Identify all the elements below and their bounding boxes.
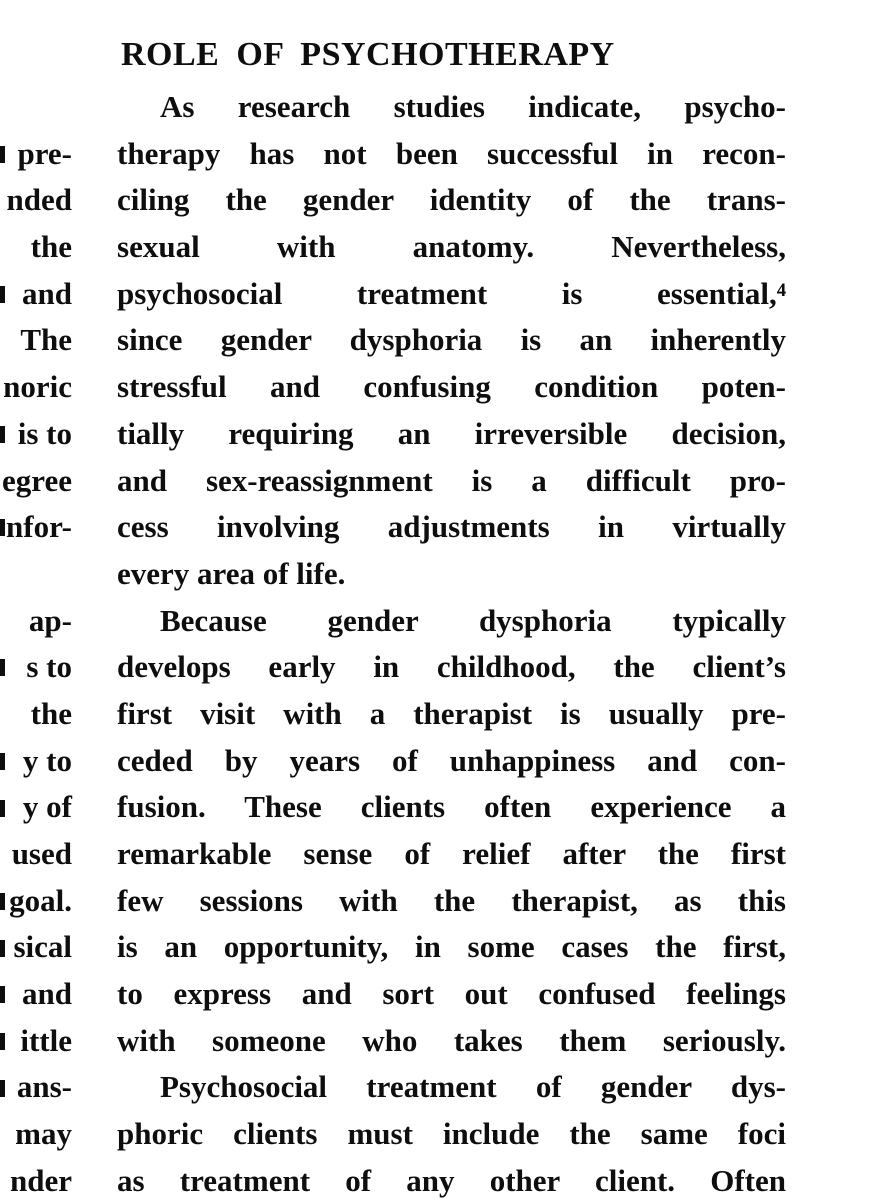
clipped-letter-artifact <box>0 286 5 303</box>
text-line: fusion. These clients often experience a <box>117 789 786 825</box>
clipped-text-fragment: ans- <box>16 1069 72 1105</box>
text-line: remarkable sense of relief after the first <box>117 836 786 871</box>
clipped-text-fragment: noric <box>3 369 72 405</box>
text-line: As research studies indicate, psycho- <box>160 89 786 124</box>
clipped-letter-artifact <box>0 986 5 1003</box>
text-line: as treatment of any other client. Often <box>117 1162 786 1198</box>
clipped-letter-artifact <box>0 753 5 770</box>
text-line: to express and sort out confused feelings <box>117 976 786 1012</box>
clipped-letter-artifact <box>0 800 5 817</box>
text-line: sexual with anatomy. Nevertheless, <box>117 229 786 265</box>
clipped-letter-artifact <box>0 519 5 536</box>
left-column-clipped-text <box>0 84 72 1200</box>
text-line: with someone who takes them seriously. <box>117 1022 786 1058</box>
clipped-text-fragment: nder <box>10 1162 72 1198</box>
text-line: Psychosocial treatment of gender dys- <box>160 1069 786 1105</box>
clipped-letter-artifact <box>0 893 5 910</box>
main-text-column <box>117 84 786 1200</box>
clipped-text-fragment: The <box>20 322 72 358</box>
clipped-text-fragment: sical <box>13 929 72 965</box>
clipped-text-fragment: pre- <box>17 135 72 171</box>
clipped-text-fragment: y of <box>22 789 72 825</box>
clipped-text-fragment <box>0 551 72 598</box>
clipped-letter-artifact <box>0 940 5 957</box>
text-line: first visit with a therapist is usually pre- <box>117 695 786 731</box>
clipped-text-fragment: s to <box>26 649 72 685</box>
text-line: every area of life. <box>117 555 346 591</box>
clipped-letter-artifact <box>0 659 5 676</box>
text-line: since gender dysphoria is an inherently <box>117 322 786 358</box>
clipped-text-fragment: nded <box>6 182 72 218</box>
clipped-text-fragment: nfor- <box>6 509 72 545</box>
clipped-text-fragment: may <box>15 1116 72 1152</box>
clipped-text-fragment: ap- <box>28 602 72 638</box>
text-line: phoric clients must include the same foci <box>117 1116 786 1152</box>
section-heading: ROLE OF PSYCHOTHERAPY <box>121 36 615 73</box>
clipped-letter-artifact <box>0 426 5 443</box>
clipped-text-fragment: and <box>22 976 72 1012</box>
clipped-letter-artifact <box>0 1033 5 1050</box>
text-line: psychosocial treatment is essential,⁴ <box>117 275 786 311</box>
text-line: ceded by years of unhappiness and con- <box>117 742 786 778</box>
text-line: few sessions with the therapist, as this <box>117 882 786 918</box>
clipped-text-fragment <box>0 84 72 131</box>
clipped-text-fragment: the <box>30 695 72 731</box>
clipped-text-fragment: and <box>22 275 72 311</box>
text-line: is an opportunity, in some cases the first, <box>117 929 786 965</box>
clipped-text-fragment: y to <box>22 742 72 778</box>
clipped-text-fragment: ittle <box>20 1022 72 1058</box>
text-line: cess involving adjustments in virtually <box>117 509 786 545</box>
text-line: therapy has not been successful in recon- <box>117 135 786 171</box>
text-line: tially requiring an irreversible decision, <box>117 415 786 451</box>
clipped-text-fragment: is to <box>17 415 72 451</box>
text-line: Because gender dysphoria typically <box>160 602 786 638</box>
text-line: and sex-reassignment is a difficult pro- <box>117 462 786 498</box>
text-line: stressful and confusing condition poten- <box>117 369 786 405</box>
clipped-letter-artifact <box>0 146 5 163</box>
clipped-text-fragment: egree <box>2 462 72 498</box>
clipped-text-fragment: goal. <box>9 882 72 918</box>
text-line: ciling the gender identity of the trans- <box>117 182 786 218</box>
text-line: develops early in childhood, the client’s <box>117 649 786 685</box>
clipped-letter-artifact <box>0 1080 5 1097</box>
clipped-text-fragment: the <box>30 229 72 265</box>
clipped-text-fragment: used <box>11 836 72 871</box>
